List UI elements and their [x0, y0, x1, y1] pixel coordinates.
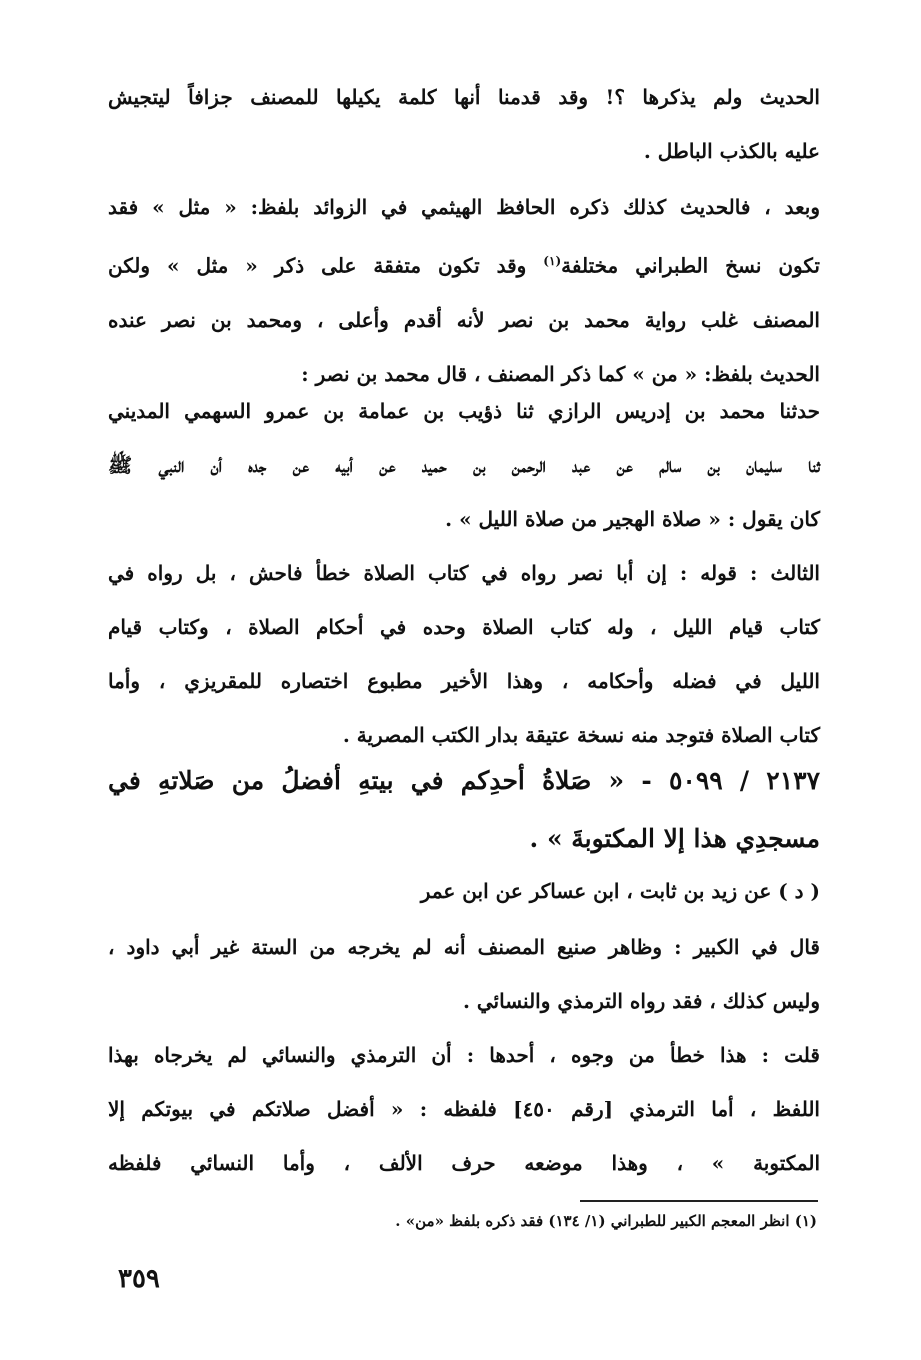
hadith-heading [108, 752, 820, 868]
text-line: ( د ) عن زيد بن ثابت ، ابن عساكر عن ابن عمر [420, 879, 820, 903]
footnote-divider [580, 1200, 818, 1202]
text-line: قلت : هذا خطأ من وجوه ، أحدها : أن الترمذي والنسائي لم يخرجاه بهذا [108, 1043, 820, 1067]
text-line: الحديث ولم يذكرها ؟! وقد قدمنا أنها كلمة يكيلها للمصنف جزافاً ليتجيش [108, 85, 820, 109]
text-line: الحديث بلفظ: « من » كما ذكر المصنف ، قال محمد بن نصر : [301, 361, 820, 386]
paragraph-4 [108, 546, 820, 762]
text-line: كان يقول : « صلاة الهجير من صلاة الليل » . [445, 507, 820, 531]
text-line: وليس كذلك ، فقد رواه الترمذي والنسائي . [462, 989, 820, 1013]
text-fragment: تكون نسخ الطبراني مختلفة [561, 253, 820, 278]
text-line: المكتوبة » ، وهذا موضعه حرف الألف ، وأما النسائي فلفظه [108, 1151, 820, 1175]
text-line: كتاب الصلاة فتوجد منه نسخة عتيقة بدار الكتب المصرية . [342, 723, 820, 747]
paragraph-1 [108, 70, 820, 178]
hadith-line: ٢١٣٧ / ٥٠٩٩ - « صَلاةُ أحدِكم في بيتهِ أفضلُ من صَلاتهِ في [108, 766, 820, 795]
text-line: حدثنا محمد بن إدريس الرازي ثنا ذؤيب بن عمامة بن عمرو السهمي المديني [108, 399, 820, 423]
paragraph-7 [108, 1028, 820, 1190]
text-line: اللفظ ، أما الترمذي [رقم ٤٥٠] فلفظه : « أفضل صلاتكم في بيوتكم إلا [108, 1097, 820, 1121]
text-line: وبعد ، فالحديث كذلك ذكره الحافظ الهيثمي في الزوائد بلفظ: « مثل » فقد [108, 195, 820, 219]
text-line: المصنف غلب رواية محمد بن نصر لأنه أقدم وأعلى ، ومحمد بن نصر عنده [108, 307, 820, 332]
text-line: ثنا سليمان بن سالم عن عبد الرحمن بن حميد عن أبيه عن جده أن النبي ﷺ [108, 453, 820, 477]
text-line: الثالث : قوله : إن أبا نصر رواه في كتاب الصلاة خطأ فاحش ، بل رواه في [108, 561, 820, 585]
hadith-line: مسجدِي هذا إلا المكتوبةَ » . [529, 824, 820, 853]
text-line: قال في الكبير : وظاهر صنيع المصنف أنه لم يخرجه من الستة غير أبي داود ، [108, 935, 820, 959]
paragraph-3 [108, 384, 820, 546]
text-line-with-footnote [108, 234, 820, 293]
text-line: عليه بالكذب الباطل . [643, 139, 820, 163]
hadith-source [108, 864, 820, 918]
text-fragment: وقد تكون متفقة على ذكر « مثل » ولكن [108, 253, 544, 278]
text-line: الليل في فضله وأحكامه ، وهذا الأخير مطبوع اختصاره للمقريزي ، وأما [108, 669, 820, 693]
page-number: ٣٥٩ [118, 1264, 160, 1294]
footnote-marker: (١) [543, 254, 562, 268]
paragraph-2 [108, 180, 820, 401]
text-line: كتاب قيام الليل ، وله كتاب الصلاة وحده في أحكام الصلاة ، وكتاب قيام [108, 615, 820, 639]
paragraph-6 [108, 920, 820, 1028]
footnote: (١) انظر المعجم الكبير للطبراني (١/ ١٣٤) فقد ذكره بلفظ «من» . [395, 1212, 817, 1230]
